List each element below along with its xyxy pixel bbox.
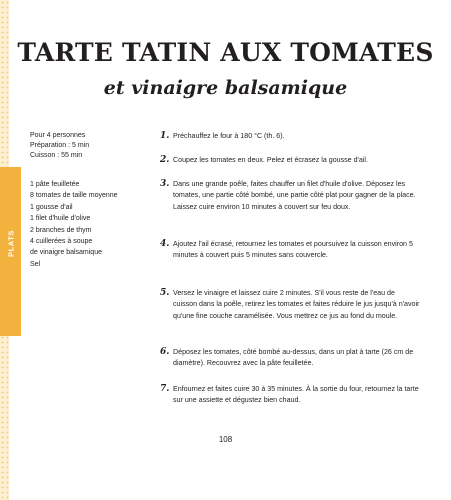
step-number: 6. bbox=[160, 347, 170, 357]
ingredient-item: 1 gousse d'ail bbox=[30, 203, 73, 211]
step-number: 7. bbox=[160, 384, 170, 394]
ingredient-item: 8 tomates de taille moyenne bbox=[30, 192, 118, 200]
step-text: Enfournez et faites cuire 30 à 35 minutes. À la sortie du four, retournez la tarte sur une assiette et dégustez bien chaud. bbox=[173, 385, 419, 405]
ingredient-item: 2 branches de thym bbox=[30, 226, 92, 234]
ingredient-item: 1 filet d'huile d'olive bbox=[30, 215, 91, 223]
step-text: Versez le vinaigre et laissez cuire 2 minutes. S'il vous reste de l'eau de cuisson dans la poêle, retirez les tomates et faites réduire le jus jusqu'à n'avoir qu'une fine couche caramélisée. Vous mettrez ce jus au fond du moule. bbox=[173, 289, 420, 320]
step-number: 4. bbox=[160, 239, 170, 249]
step-text: Coupez les tomates en deux. Pelez et écrasez la gousse d'ail. bbox=[173, 156, 368, 164]
cook-time-text: Cuisson : 55 min bbox=[30, 152, 83, 159]
ingredient-item: 1 pâte feuilletée bbox=[30, 181, 80, 188]
recipe-title: TARTE TATIN AUX TOMATES bbox=[17, 38, 434, 67]
recipe-meta bbox=[30, 131, 150, 161]
step-number: 1. bbox=[160, 131, 170, 141]
step-text: Ajoutez l'ail écrasé, retournez les tomates et poursuivez la cuisson environ 5 minutes à couvert puis 5 minutes sans couvercle. bbox=[173, 240, 413, 260]
step-number: 2. bbox=[160, 155, 170, 165]
page-number: 108 bbox=[218, 435, 233, 444]
servings-text: Pour 4 personnes bbox=[30, 132, 86, 139]
step-text: Dans une grande poêle, faites chauffer un filet d'huile d'olive. Déposez les tomates, une partie côté bombé, une partie côté plat pour gagner de la place. Laissez cuire environ 10 minutes à couvert sur feu doux. bbox=[173, 180, 416, 211]
ingredient-item: 4 cuillerées à soupe bbox=[30, 238, 93, 246]
ingredient-item: de vinaigre balsamique bbox=[30, 249, 102, 257]
prep-time-text: Préparation : 5 min bbox=[30, 142, 90, 149]
ingredient-list bbox=[30, 179, 150, 270]
step-text: Déposez les tomates, côté bombé au-dessus, dans un plat à tarte (26 cm de diamètre). Recouvrez avec la pâte feuilletée. bbox=[173, 348, 414, 368]
ingredient-item: Sel bbox=[30, 260, 41, 268]
step-number: 5. bbox=[160, 288, 170, 298]
step-text: Préchauffez le four à 180 °C (th. 6). bbox=[173, 132, 285, 140]
section-tab-label: PLATS bbox=[6, 229, 16, 257]
recipe-subtitle: et vinaigre balsamique bbox=[103, 77, 348, 99]
step-number: 3. bbox=[160, 179, 170, 189]
